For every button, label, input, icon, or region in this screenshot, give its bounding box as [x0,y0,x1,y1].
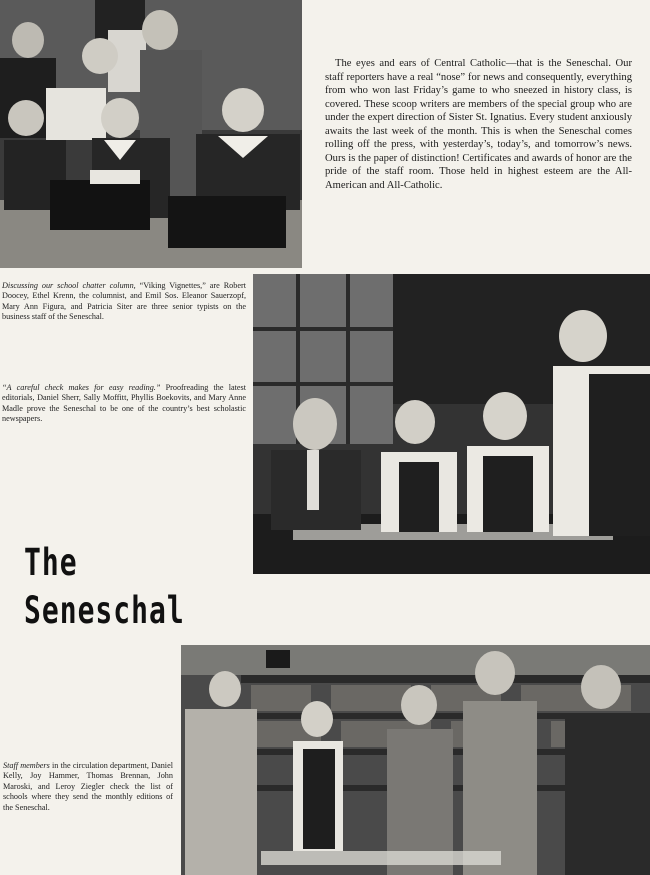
page-title-line1: The [24,540,78,585]
caption-proofreading-body: Proofreading the latest editorials, Daniel Sherr, Sally Moffitt, Phyllis Boekovits, and Mary Anne Madle prove the Seneschal to be one of the country’s best scholastic newspapers. [2,383,246,424]
caption-circulation-lead: Staff members [3,761,50,770]
caption-typists [2,281,246,323]
caption-circulation-body: in the circulation department, Daniel Kelly, Joy Hammer, Thomas Brennan, John Maroski, and Leroy Ziegler check the list of schools where they send the monthly editions of the Seneschal. [3,761,173,812]
intro-paragraph: The eyes and ears of Central Catholic—that is the Seneschal. Our staff reporters have a real “nose” for news and consequently, everything from who won last Friday’s game to who sneezed in history class, is covered. These scoop writers are members of the special group who are under the expert direction of Sister St. Ignatius. Every student anxiously awaits the last week of the month. This is when the Seneschal comes rolling off the press, with yesterday’s, today’s, and tomorrow’s news. Ours is the paper of distinction! Certificates and awards of honor are the pride of the staff room. Those held in highest esteem are the All-American and All-Catholic. [325,58,632,191]
photo-circulation-graphic [181,645,650,875]
photo-proofreading [253,274,650,574]
caption-circulation [3,761,173,813]
caption-proofreading-lead: “A careful check makes for easy reading.” [2,383,161,392]
caption-typists-body: “Viking Vignettes,” are Robert Doocey, Ethel Krenn, the columnist, and Emil Sos. Eleanor Sauerzopf, Mary Ann Figura, and Patricia Siter are three senior typists on the business staff of the Seneschal. [2,281,246,322]
photo-typists-graphic [0,0,302,268]
photo-circulation [181,645,650,875]
photo-proofreading-graphic [253,274,650,574]
caption-typists-lead: Discussing our school chatter column, [2,281,136,290]
page-title-line2: Seneschal [24,588,185,633]
caption-proofreading [2,383,246,425]
photo-typists-staff [0,0,302,268]
